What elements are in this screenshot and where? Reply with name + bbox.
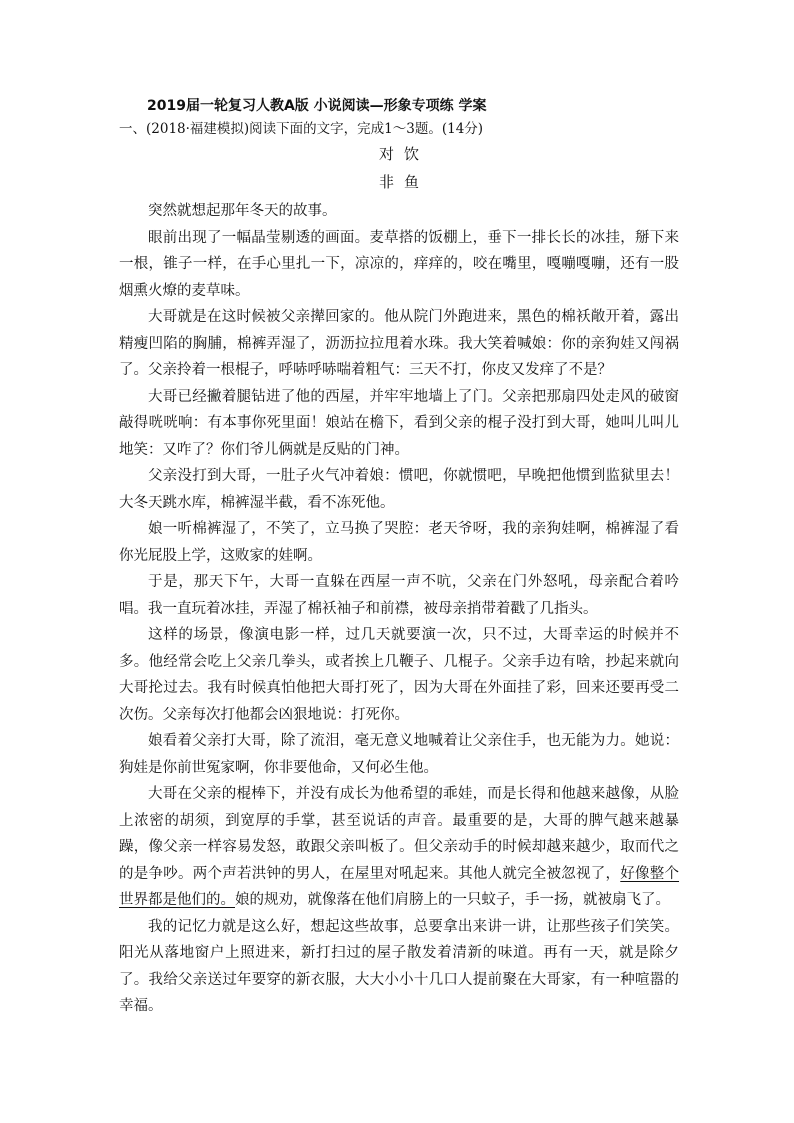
story-title: 对饮 (378, 145, 429, 163)
paragraph: 父亲没打到大哥，一肚子火气冲着娘：惯吧，你就惯吧，早晚把他惯到监狱里去！大冬天跳水库，棉裤湿半截，看不冻死他。 (119, 468, 679, 511)
paragraph: 眼前出现了一幅晶莹剔透的画面。麦草搭的饭棚上，垂下一排长长的冰挂，掰下来一根，锥子一样，在手心里扎一下，凉凉的，痒痒的，咬在嘴里，嘎嘣嘎嘣，还有一股烟熏火燎的麦草味。 (119, 229, 679, 299)
question-instruction: 一、(2018·福建模拟)阅读下面的文字，完成1～3题。(14分) (119, 121, 484, 137)
paragraph: 娘一听棉裤湿了，不笑了，立马换了哭腔：老天爷呀，我的亲狗娃啊，棉裤湿了看你光屁股上学，这败家的娃啊。 (119, 521, 679, 564)
underlined-sentence: 好像整个世界都是他们的。 (119, 865, 680, 908)
paragraph-text: 娘的规劝，就像落在他们肩膀上的一只蚊子，手一扬，就被扇飞了。 (235, 892, 670, 908)
paragraph: 这样的场景，像演电影一样，过几天就要演一次，只不过，大哥幸运的时候并不多。他经常会吃上父亲几拳头，或者挨上几鞭子、几棍子。父亲手边有啥，抄起来就向大哥抡过去。我有时候真怕他把大哥打死了，因为大哥在外面挂了彩，回来还要再受二次伤。父亲每次打他都会凶狠地说：打死你。 (119, 627, 679, 723)
document-page (119, 97, 679, 1020)
paragraph: 我的记忆力就是这么好，想起这些故事，总要拿出来讲一讲，让那些孩子们笑笑。阳光从落地窗户上照进来，新打扫过的屋子散发着清新的味道。再有一天，就是除夕了。我给父亲送过年要穿的新衣服，大大小小十几口人提前聚在大哥家，有一种喧嚣的幸福。 (119, 918, 679, 1014)
story-body (119, 198, 679, 1020)
paragraph-with-underline (119, 781, 679, 914)
paragraph: 大哥已经撇着腿钻进了他的西屋，并牢牢地墙上了门。父亲把那扇四处走风的破窗敲得咣咣响：有本事你死里面！娘站在檐下，看到父亲的棍子没打到大哥，她叫儿叫儿地笑：又咋了？你们爷儿俩就是反贴的门神。 (119, 388, 679, 458)
paragraph-text: 大哥在父亲的棍棒下，并没有成长为他希望的乖娃，而是长得和他越来越像，从脸上浓密的胡须，到宽厚的手掌，甚至说话的声音。最重要的是，大哥的脾气越来越暴躁，像父亲一样容易发怒，敢跟父亲叫板了。但父亲动手的时候却越来越少，取而代之的是争吵。两个声若洪钟的男人，在屋里对吼起来。其他人就完全被忽视了， (119, 786, 679, 882)
paragraph: 突然就想起那年冬天的故事。 (148, 203, 337, 219)
paragraph: 大哥就是在这时候被父亲撵回家的。他从院门外跑进来，黑色的棉袄敞开着，露出精瘦凹陷的胸脯，棉裤弄湿了，沥沥拉拉甩着水珠。我大笑着喊娘：你的亲狗娃又闯祸了。父亲拎着一根棍子，呼哧呼哧喘着粗气：三天不打，你皮又发痒了不是？ (119, 309, 679, 378)
paragraph: 娘看着父亲打大哥，除了流泪，毫无意义地喊着让父亲住手，也无能为力。她说：狗娃是你前世冤家啊，你非要他命，又何必生他。 (119, 733, 679, 776)
story-author: 非鱼 (378, 173, 429, 191)
paragraph: 于是，那天下午，大哥一直躲在西屋一声不吭，父亲在门外怒吼，母亲配合着吟唱。我一直玩着冰挂，弄湿了棉袄袖子和前襟，被母亲捎带着戳了几指头。 (119, 574, 679, 617)
document-title: 2019届一轮复习人教A版 小说阅读—形象专项练 学案 (147, 98, 487, 114)
